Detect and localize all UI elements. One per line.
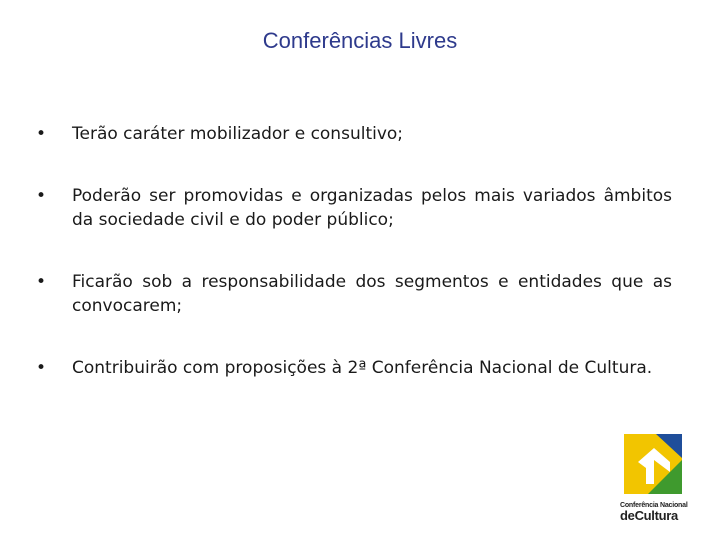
conference-logo-icon	[624, 432, 686, 498]
bullet-list	[32, 122, 672, 418]
bullet-text: Poderão ser promovidas e organizadas pelos mais variados âmbitos da sociedade civil e do poder público;	[72, 186, 672, 230]
bullet-dot-icon: •	[36, 186, 47, 206]
bullet-dot-icon: •	[36, 124, 47, 144]
bullet-item	[32, 184, 672, 232]
conference-logo	[620, 432, 702, 524]
bullet-text: Contribuirão com proposições à 2ª Conferência Nacional de Cultura.	[72, 358, 653, 378]
bullet-dot-icon: •	[36, 358, 47, 378]
bullet-item	[32, 270, 672, 318]
slide-title: Conferências Livres	[262, 28, 458, 53]
logo-line2: deCultura	[620, 508, 678, 523]
logo-line1: Conferência Nacional	[620, 502, 688, 509]
bullet-dot-icon: •	[36, 272, 47, 292]
logo-text	[620, 502, 702, 522]
bullet-item	[32, 356, 672, 380]
bullet-text: Ficarão sob a responsabilidade dos segmentos e entidades que as convocarem;	[72, 272, 672, 316]
bullet-text: Terão caráter mobilizador e consultivo;	[72, 124, 404, 144]
bullet-item	[32, 122, 672, 146]
